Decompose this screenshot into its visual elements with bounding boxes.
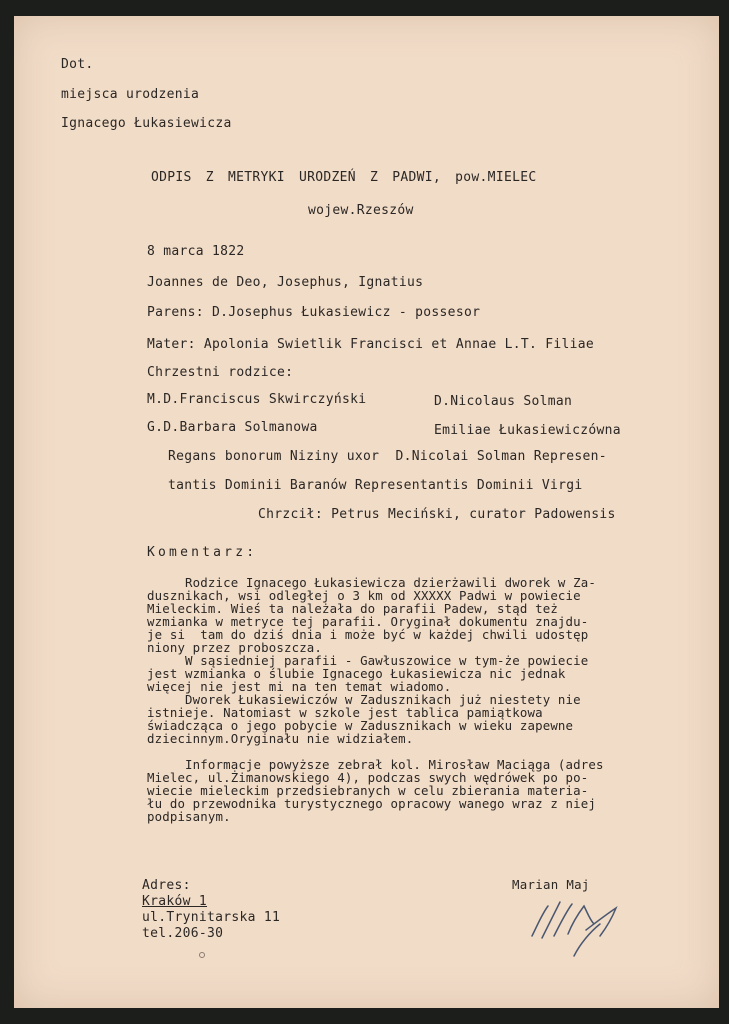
comment-line: Mieleckim. Wieś ta należała do parafii Padew, stąd też	[147, 601, 558, 616]
signature-typed-name: Marian Maj	[512, 877, 590, 892]
comment-line: istnieje. Natomiast w szkole jest tablica pamiątkowa	[147, 705, 543, 720]
comment-heading: Komentarz:	[147, 545, 258, 560]
document-page	[14, 16, 719, 1008]
comment-line: więcej nie jest mi na ten temat wiadomo.	[147, 679, 452, 694]
comment-line: W sąsiedniej parafii - Gawłuszowice w tym-że powiecie	[147, 653, 589, 668]
comment-body	[147, 576, 604, 823]
comment-line: je si tam do dziś dnia i może być w każdej chwili udostęp	[147, 627, 589, 642]
record-regans-line-2: tantis Dominii Baranów Representantis Dominii Virgi	[168, 478, 583, 493]
address-phone: tel.206-30	[142, 926, 224, 941]
comment-line: podpisanym.	[147, 809, 231, 824]
comment-line: wzmianka w metryce tej parafii. Oryginał dokumentu znajdu-	[147, 614, 589, 629]
record-godmother-1: G.D.Barbara Solmanowa	[147, 420, 318, 435]
comment-line: Informacje powyższe zebrał kol. Mirosław Maciąga (adres	[147, 757, 604, 772]
comment-line: Rodzice Ignacego Łukasiewicza dzierżawili dworek w Za-	[147, 575, 596, 590]
record-godmother-2: Emiliae Łukasiewiczówna	[434, 423, 621, 438]
comment-line: dziecinnym.Oryginału nie widziałem.	[147, 731, 414, 746]
comment-line: świadcząca o jego pobycie w Zadusznikach w wieku zapewne	[147, 718, 574, 733]
header-place-of-birth: miejsca urodzenia	[61, 87, 200, 102]
comment-line: łu do przewodnika turystycznego opracowy wanego wraz z niej	[147, 796, 596, 811]
comment-line: Mielec, ul.Żimanowskiego 4), podczas swych wędrówek po po-	[147, 770, 589, 785]
comment-line: wiecie mieleckim przedsiebranych w celu zbierania materia-	[147, 783, 589, 798]
address-street: ul.Trynitarska 11	[142, 910, 281, 925]
document-title-voivodeship: wojew.Rzeszów	[308, 203, 414, 218]
record-father: Parens: D.Josephus Łukasiewicz - possesor	[147, 305, 481, 320]
punch-mark	[199, 952, 205, 958]
comment-line: niony przez proboszcza.	[147, 640, 323, 655]
document-title: ODPIS Z METRYKI URODZEŃ Z PADWI, pow.MIELEC	[151, 170, 537, 185]
record-godfather-2: D.Nicolaus Solman	[434, 394, 573, 409]
record-baptismal-names: Joannes de Deo, Josephus, Ignatius	[147, 275, 424, 290]
comment-line: dusznikach, wsi odległej o 3 km od XXXXX Padwi w powiecie	[147, 588, 581, 603]
address-label: Adres:	[142, 878, 191, 893]
record-date: 8 marca 1822	[147, 244, 245, 259]
header-person-name: Ignacego Łukasiewicza	[61, 116, 232, 131]
handwritten-signature	[524, 884, 634, 964]
comment-line: Dworek Łukasiewiczów w Zadusznikach już niestety nie	[147, 692, 581, 707]
record-mother: Mater: Apolonia Swietlik Francisci et Annae L.T. Filiae	[147, 337, 594, 352]
header-dot: Dot.	[61, 57, 94, 72]
record-godparents-label: Chrzestni rodzice:	[147, 365, 294, 380]
record-baptizer: Chrzcił: Petrus Meciński, curator Padowensis	[258, 507, 616, 522]
comment-line: jest wzmianka o ślubie Ignacego Łukasiewicza nic jednak	[147, 666, 566, 681]
record-regans-line-1: Regans bonorum Niziny uxor D.Nicolai Solman Represen-	[168, 449, 607, 464]
record-godfather-1: M.D.Franciscus Skwirczyński	[147, 392, 367, 407]
address-city: Kraków 1	[142, 894, 208, 909]
